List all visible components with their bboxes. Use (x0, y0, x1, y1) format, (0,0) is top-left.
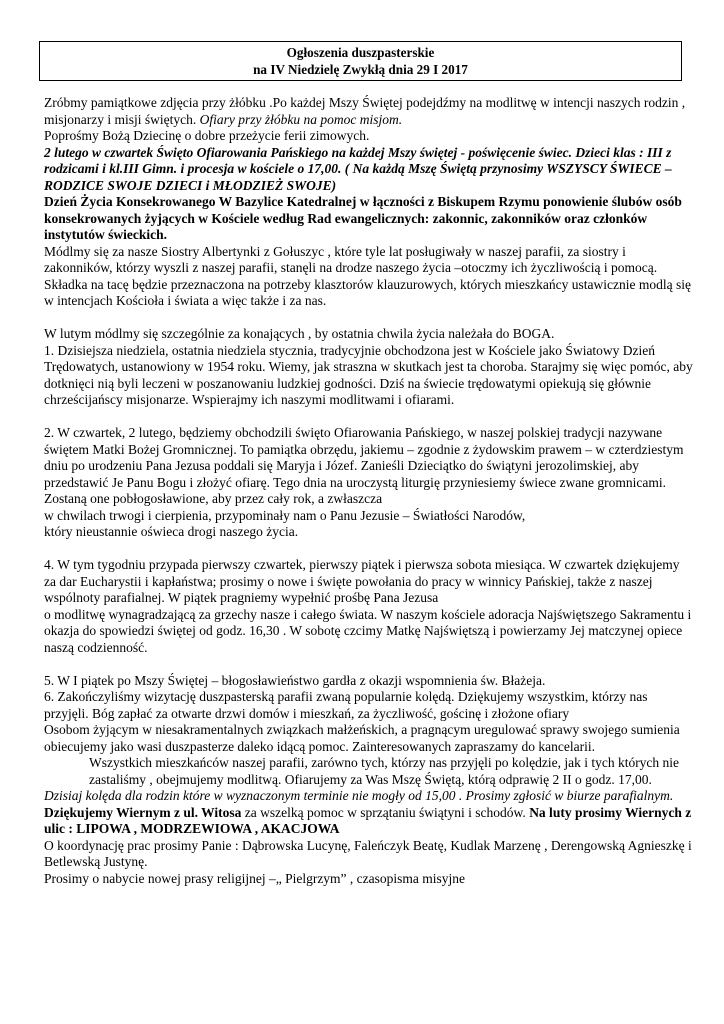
paragraph-pastoral-visit: 6. Zakończyliśmy wizytację duszpasterską parafii zwaną popularnie kolędą. Dziękujemy wszystkim, którzy nas przyjęli. Bóg zapłać za otwarte drzwi domów i mieszkań, za życzliwość, gościnę i złożone ofiary Osobom żyjącym w niesakramentalnych związkach małżeńskich, a pragnącym uregulować sprawy swojego sumienia obiecujemy jako wasi duszpasterze daleko idącą pomoc. Zainteresowanych zapraszamy do kancelarii. (44, 689, 680, 754)
paragraph-photos: Zróbmy pamiątkowe zdjęcia przy żłóbku .Po każdej Mszy Świętej podejdźmy na modlitwę w intencji naszych rodzin , misjonarzy i misji świętych. Ofiary przy żłóbku na pomoc misjom. (44, 95, 686, 127)
paragraph-lepers-day: 1. Dzisiejsza niedziela, ostatnia niedziela stycznia, tradycyjnie obchodzona jest w Kościele jako Światowy Dzień Trędowatych, ustanowiony w 1954 roku. Wiemy, jak straszna w skutkach jest ta choroba. Starajmy się więc pomóc, aby dotknięci nią byli leczeni w poszanowaniu ludzkiej godności. Dziś na świecie trędowatymi opiekują się głównie chrześcijańscy misjonarze. Wspierajmy ich naszymi modlitwami i ofiarami. (44, 342, 693, 407)
paragraph-press: Prosimy o nabycie nowej prasy religijnej –„ Pielgrzym” , czasopisma misyjne (44, 870, 466, 886)
paragraph-coordinators: O koordynację prac prosimy Panie : Dąbrowska Lucynę, Faleńczyk Beatę, Kudlak Marzenę , Derengowską Agnieszkę i Betlewską Justynę. (44, 837, 692, 869)
paragraph-candlemas: 2. W czwartek, 2 lutego, będziemy obchodzili święto Ofiarowania Pańskiego, w naszej polskiej tradycji nazywane świętem Matki Bożej Gromnicznej. To pamiątka obrzędu, jakiemu – zgodnie z żydowskim prawem – w czterdziestym dniu po urodzeniu Pana Jezusa poddali się Maryja i Józef. Zanieśli Dzieciątko do świątyni jerozolimskiej, aby przedstawić Je Panu Bogu i złożyć ofiarę. Tego dnia na uroczystą liturgię przyniesiemy świece zwane gromnicami. Zostaną one pobłogosławione, aby przez cały rok, a zwłaszcza w chwilach trwogi i cierpienia, przypominały nam o Panu Jezusie – Światłości Narodów, który nieustannie oświeca drogi naszego życia. (44, 425, 684, 539)
header-date: na IV Niedzielę Zwykłą dnia 29 I 2017 (253, 62, 468, 77)
announcement-body (44, 95, 694, 887)
paragraph-winter-break: Poprośmy Bożą Dziecinę o dobre przeżycie ferii zimowych. (44, 128, 370, 143)
header-title: Ogłoszenia duszpasterskie (286, 45, 435, 60)
paragraph-remaining-visits: Dzisiaj kolęda dla rodzin które w wyznaczonym terminie nie mogły od 15,00 . Prosimy zgłosić w biurze parafialnym. (44, 788, 674, 803)
paragraph-first-thursday: 4. W tym tygodniu przypada pierwszy czwartek, pierwszy piątek i pierwsza sobota miesiąca. W czwartek dziękujemy za dar Eucharystii i kapłaństwa; prosimy o nowe i święte powołania do pracy w winnicy Pańskiej, także z naszej wspólnoty parafialnej. W piątek pragniemy wypełnić prośbę Pana Jezusa o modlitwę wynagradzającą za grzechy nasze i całego świata. W naszym kościele adoracja Najświętszego Sakramentu i okazja do spowiedzi świętej od godz. 16,30 . W sobotę czcimy Matkę Najświętszą i powierzamy Jej matczynej opiece naszą codzienność. (44, 557, 692, 655)
offerings-note: Ofiary przy żłóbku na pomoc misjom. (199, 111, 403, 127)
announcement-header (39, 41, 682, 81)
paragraph-consecrated-life-day: Dzień Życia Konsekrowanego W Bazylice Katedralnej w łączności z Biskupem Rzymu ponowienie ślubów osób konsekrowanych żyjących w Kościele według Rad ewangelicznych: zakonnic, zakonników oraz członków instytutów świeckich. (44, 194, 682, 242)
paragraph-presentation-feast: 2 lutego w czwartek Święto Ofiarowania Pańskiego na każdej Mszy świętej - poświęcenie świec. Dzieci klas : III z rodzicami i kl.III Gimn. i procesja w kościele o 17,00. ( Na każdą Mszę Świętą przynosimy WSZYSCY ŚWIECE – RODZICE SWOJE DZIECI i MŁODZIEŻ SWOJE) (44, 144, 672, 193)
paragraph-sisters-prayer: Módlmy się za nasze Siostry Albertynki z Gołuszyc , które tyle lat posługiwały w naszej parafii, za siostry i zakonników, którzy wyszli z naszej parafii, stanęli na drodze naszego życia –otoczmy ich życzliwością i pomocą. Składka na tacę będzie przeznaczona na potrzeby klasztorów klauzurowych, których mieszkańcy ustawicznie modlą się w intencjach Kościoła i świata a więc także i za nas. (44, 243, 691, 308)
paragraph-mass-for-parishioners: Wszystkich mieszkańców naszej parafii, zarówno tych, którzy nas przyjęli po kolędzie, jak i tych których nie zastaliśmy , obejmujemy modlitwą. Ofiarujemy za Was Mszę Świętą, którą odprawię 2 II o godz. 17,00. (89, 755, 680, 787)
paragraph-cleaning-thanks: Dziękujemy Wiernym z ul. Witosa za wszelką pomoc w sprzątaniu świątyni i schodów. Na luty prosimy Wiernych z ulic : LIPOWA , MODRZEWIOWA , AKACJOWA (44, 804, 692, 836)
paragraph-st-blaise: 5. W I piątek po Mszy Świętej – błogosławieństwo gardła z okazji wspomnienia św. Błażeja. (44, 672, 546, 688)
paragraph-february-intention: W lutym módlmy się szczególnie za konających , by ostatnia chwila życia należała do BOGA. (44, 326, 555, 341)
